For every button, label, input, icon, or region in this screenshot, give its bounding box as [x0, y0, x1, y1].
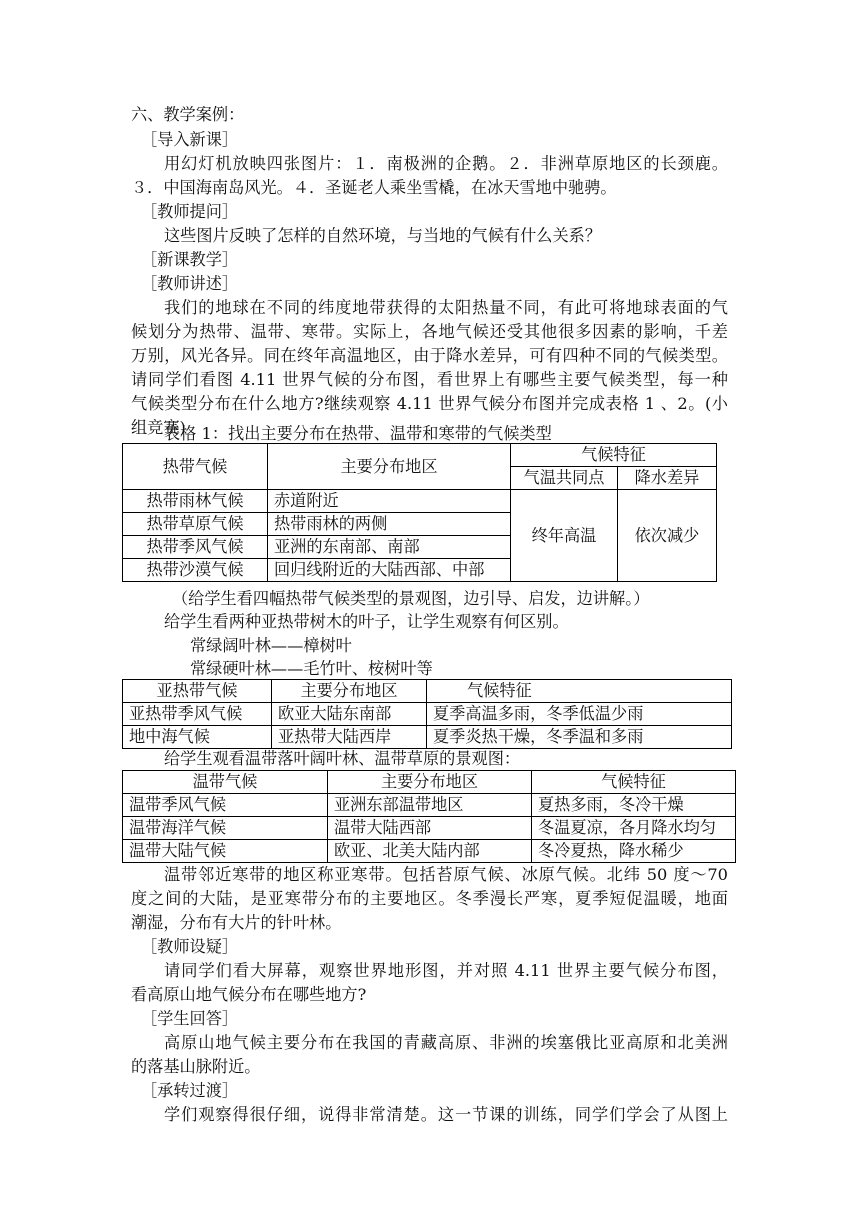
- note-text: （给学生看四幅热带气候类型的景观图，边引导、启发，边讲解。）: [172, 589, 650, 608]
- table-cell: 赤道附近: [268, 490, 511, 513]
- table-cell: 亚洲东部温带地区: [328, 794, 532, 817]
- table-header: 亚热带气候: [123, 680, 272, 703]
- table-header: 降水差异: [618, 467, 717, 490]
- table-row: [123, 703, 732, 726]
- table-header: 温带气候: [123, 771, 328, 794]
- table-cell: 热带雨林的两侧: [268, 513, 511, 536]
- table-cell: 亚热带季风气候: [123, 703, 272, 726]
- table-cell: 温带大陆气候: [123, 840, 328, 863]
- forest-line: 常绿阔叶林——樟树叶: [190, 636, 352, 655]
- table-cell: 温带海洋气候: [123, 817, 328, 840]
- table-header: 主要分布地区: [272, 680, 427, 703]
- table-cell: 热带草原气候: [123, 513, 268, 536]
- teacher-question-heading: ［教师设疑］: [141, 937, 239, 956]
- teacher-explain-heading: ［教师讲述］: [141, 274, 239, 293]
- paragraph-line: 的落基山脉附近。: [131, 1057, 261, 1076]
- table-row: [123, 817, 736, 840]
- table-cell: 依次减少: [618, 490, 717, 582]
- paragraph-line: 潮湿，分布有大片的针叶林。: [131, 913, 342, 932]
- paragraph-line: 请同学们看大屏幕，观察世界地形图，并对照 4.11 世界主要气候分布图，: [164, 961, 728, 980]
- intro-line-1: 用幻灯机放映四张图片：１．南极洲的企鹅。２．非洲草原地区的长颈鹿。: [164, 154, 728, 173]
- intro-line-2: ３．中国海南岛风光。４．圣诞老人乘坐雪橇，在冰天雪地中驰骋。: [131, 178, 617, 197]
- paragraph-line: 组竞赛): [131, 418, 186, 437]
- paragraph-line: 度之间的大陆，是亚寒带分布的主要地区。冬季漫长严寒，夏季短促温暖，地面: [131, 889, 728, 908]
- table-cell: 夏季炎热干燥，冬季温和多雨: [427, 726, 732, 749]
- table-cell: 欧亚大陆东南部: [272, 703, 427, 726]
- paragraph-line: 请同学们看图 4.11 世界气候的分布图，看世界上有哪些主要气候类型，每一种: [131, 370, 728, 389]
- table-header: 热带气候: [123, 444, 268, 490]
- table1-caption: 表格 1：找出主要分布在热带、温带和寒带的气候类型: [164, 424, 552, 443]
- table-cell: 温带季风气候: [123, 794, 328, 817]
- subtropical-climate-table: [122, 679, 732, 749]
- paragraph-line: 我们的地球在不同的纬度地带获得的太阳热量不同，有此可将地球表面的气: [164, 298, 728, 317]
- student-answer-heading: ［学生回答］: [141, 1009, 239, 1028]
- transition-heading: ［承转过渡］: [141, 1081, 239, 1100]
- table-cell: 热带雨林气候: [123, 490, 268, 513]
- table-cell: 夏热多雨，冬冷干燥: [532, 794, 736, 817]
- note-text: 给学生看两种亚热带树木的叶子，让学生观察有何区别。: [164, 612, 569, 631]
- table-header: 气候特征: [532, 771, 736, 794]
- section-title: 六、教学案例：: [131, 105, 245, 124]
- teacher-ask-heading: ［教师提问］: [141, 202, 239, 221]
- paragraph-line: 候划分为热带、温带、寒带。实际上，各地气候还受其他很多因素的影响，千差: [131, 322, 728, 341]
- table-cell: 地中海气候: [123, 726, 272, 749]
- table-cell: 温带大陆西部: [328, 817, 532, 840]
- paragraph-line: 万别，风光各异。同在终年高温地区，由于降水差异，可有四种不同的气候类型。: [131, 346, 728, 365]
- table-row: [123, 840, 736, 863]
- table-row: [123, 794, 736, 817]
- intro-heading: ［导入新课］: [141, 130, 239, 149]
- table-header: 主要分布地区: [328, 771, 532, 794]
- paragraph-line: 温带邻近寒带的地区称亚寒带。包括苔原气候、冰原气候。北纬 50 度～70: [164, 865, 728, 884]
- forest-line: 常绿硬叶林——毛竹叶、桉树叶等: [190, 659, 433, 678]
- temperate-climate-table: [122, 770, 736, 863]
- table-cell: 终年高温: [511, 490, 618, 582]
- table-cell: 欧亚、北美大陆内部: [328, 840, 532, 863]
- table-cell: 冬温夏凉，各月降水均匀: [532, 817, 736, 840]
- table-cell: 热带季风气候: [123, 536, 268, 559]
- tropical-climate-table: [122, 443, 717, 582]
- table-header: 气温共同点: [511, 467, 618, 490]
- table-cell: 回归线附近的大陆西部、中部: [268, 559, 511, 582]
- paragraph-line: 学们观察得很仔细，说得非常清楚。这一节课的训练，同学们学会了从图上: [164, 1105, 728, 1124]
- table-header: 气候特征: [427, 680, 732, 703]
- paragraph-line: 看高原山地气候分布在哪些地方?: [131, 985, 367, 1004]
- table-header: 主要分布地区: [268, 444, 511, 490]
- table-header: 气候特征: [511, 444, 717, 467]
- table-cell: 夏季高温多雨，冬季低温少雨: [427, 703, 732, 726]
- paragraph-line: 气候类型分布在什么地方?继续观察 4.11 世界气候分布图并完成表格 1 、2。(小: [131, 394, 728, 413]
- table-row: [123, 726, 732, 749]
- note-text: 给学生观看温带落叶阔叶林、温带草原的景观图：: [164, 749, 521, 768]
- teacher-ask-text: 这些图片反映了怎样的自然环境，与当地的气候有什么关系？: [164, 226, 602, 245]
- table-row: [123, 490, 717, 513]
- paragraph-line: 高原山地气候主要分布在我国的青藏高原、非洲的埃塞俄比亚高原和北美洲: [164, 1033, 728, 1052]
- table-cell: 亚洲的东南部、南部: [268, 536, 511, 559]
- table-cell: 热带沙漠气候: [123, 559, 268, 582]
- table-cell: 冬冷夏热，降水稀少: [532, 840, 736, 863]
- table-cell: 亚热带大陆西岸: [272, 726, 427, 749]
- new-lesson-heading: ［新课教学］: [141, 250, 239, 269]
